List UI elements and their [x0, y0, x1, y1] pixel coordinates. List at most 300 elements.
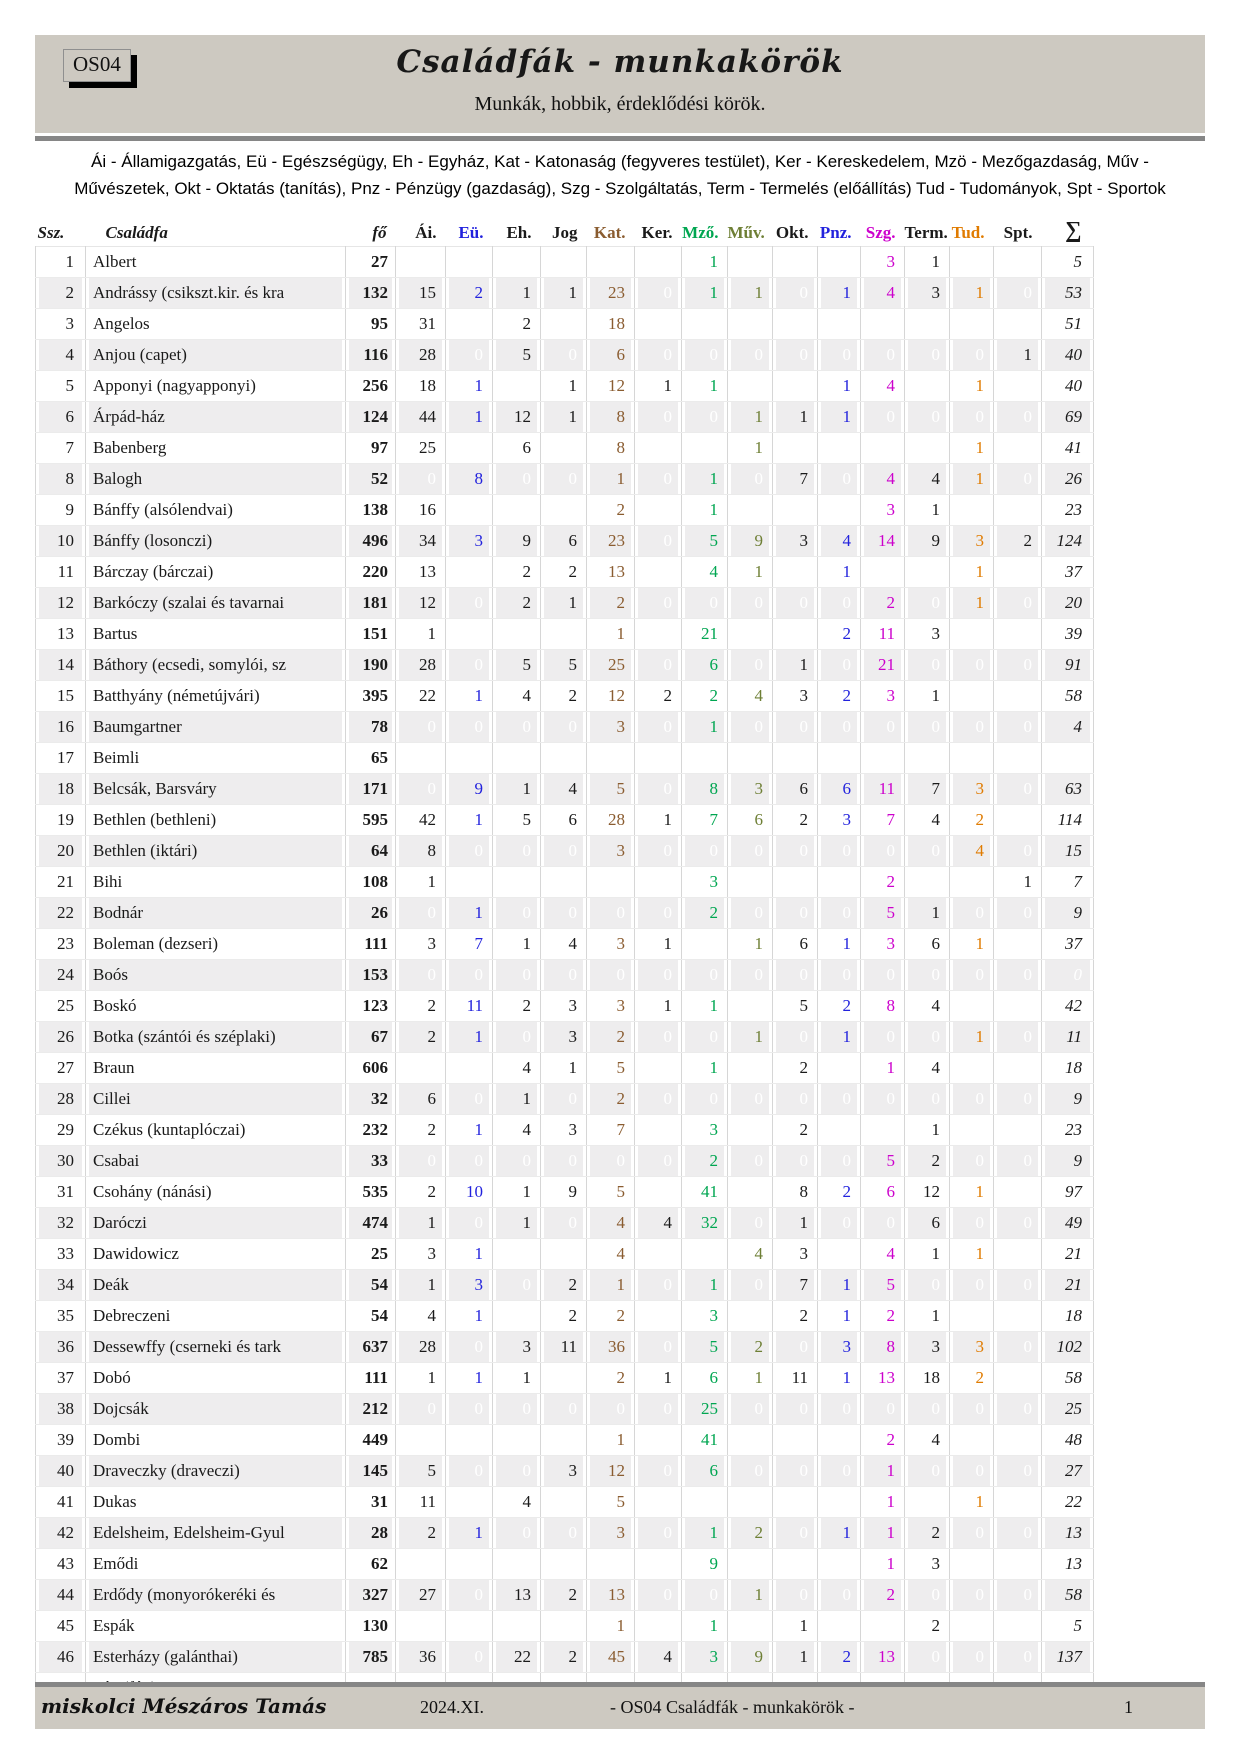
cell-ssz: 42: [36, 1518, 86, 1549]
column-header-term: Term.: [904, 223, 948, 242]
cell-kat: 7: [587, 1115, 635, 1146]
cell-spt: 0: [994, 1518, 1042, 1549]
cell-muv: 0: [728, 650, 773, 681]
cell-ker: 0: [635, 247, 682, 278]
cell-spt: 0: [994, 929, 1042, 960]
cell-sum: 9: [1042, 1146, 1094, 1177]
cell-jog: 1: [541, 402, 587, 433]
cell-jog: 1: [541, 278, 587, 309]
cell-fo: 123: [346, 991, 396, 1022]
cell-ker: 4: [635, 1642, 682, 1673]
cell-ai: 2: [396, 1022, 446, 1053]
cell-eh: 3: [493, 1332, 541, 1363]
cell-ssz: 25: [36, 991, 86, 1022]
cell-pnz: 1: [818, 371, 861, 402]
cell-ssz: 38: [36, 1394, 86, 1425]
cell-jog: 6: [541, 805, 587, 836]
cell-kat: 2: [587, 495, 635, 526]
cell-sum: 13: [1042, 1549, 1094, 1580]
cell-sum: 0: [1042, 960, 1094, 991]
cell-term: 7: [905, 774, 950, 805]
cell-spt: 0: [994, 1487, 1042, 1518]
cell-pnz: 0: [818, 1115, 861, 1146]
cell-kat: 36: [587, 1332, 635, 1363]
cell-pnz: 1: [818, 1301, 861, 1332]
cell-spt: 0: [994, 464, 1042, 495]
cell-name: Dojcsák: [86, 1394, 346, 1425]
cell-mzo: 9: [682, 1549, 728, 1580]
cell-name: Balogh: [86, 464, 346, 495]
cell-fo: 26: [346, 898, 396, 929]
cell-mzo: 1: [682, 278, 728, 309]
table-row: [36, 929, 1094, 960]
cell-spt: 0: [994, 1363, 1042, 1394]
cell-eh: 1: [493, 1177, 541, 1208]
cell-kat: 3: [587, 929, 635, 960]
cell-name: Debreczeni: [86, 1301, 346, 1332]
cell-pnz: 0: [818, 1456, 861, 1487]
cell-kat: 2: [587, 1301, 635, 1332]
cell-ker: 0: [635, 1487, 682, 1518]
cell-ker: 0: [635, 898, 682, 929]
cell-tud: 0: [950, 1301, 994, 1332]
table-row: [36, 278, 1094, 309]
cell-szg: 0: [861, 1115, 905, 1146]
cell-ker: 4: [635, 1208, 682, 1239]
cell-term: 1: [905, 898, 950, 929]
cell-muv: 0: [728, 1084, 773, 1115]
cell-ai: 18: [396, 371, 446, 402]
cell-kat: 6: [587, 340, 635, 371]
cell-szg: 14: [861, 526, 905, 557]
column-header-szg: Szg.: [865, 223, 896, 242]
cell-jog: 0: [541, 433, 587, 464]
header-band: [35, 35, 1205, 133]
cell-okt: 0: [773, 1487, 818, 1518]
cell-term: 2: [905, 1518, 950, 1549]
footer-band: [35, 1687, 1205, 1729]
cell-mzo: 1: [682, 1053, 728, 1084]
cell-ssz: 12: [36, 588, 86, 619]
cell-ssz: 10: [36, 526, 86, 557]
cell-szg: 8: [861, 1332, 905, 1363]
cell-muv: 9: [728, 1642, 773, 1673]
cell-fo: 232: [346, 1115, 396, 1146]
cell-tud: 1: [950, 1239, 994, 1270]
cell-ker: 0: [635, 1332, 682, 1363]
cell-spt: 0: [994, 774, 1042, 805]
cell-okt: 0: [773, 867, 818, 898]
footer-center-title: - OS04 Családfák - munkakörök -: [610, 1697, 855, 1717]
cell-jog: 3: [541, 1115, 587, 1146]
cell-fo: 62: [346, 1549, 396, 1580]
table-body: [36, 247, 1094, 1704]
cell-pnz: 0: [818, 495, 861, 526]
cell-mzo: 0: [682, 836, 728, 867]
cell-szg: 0: [861, 1208, 905, 1239]
cell-szg: 2: [861, 867, 905, 898]
cell-szg: 4: [861, 278, 905, 309]
column-header-okt: Okt.: [775, 223, 809, 242]
cell-name: Bánffy (alsólendvai): [86, 495, 346, 526]
cell-mzo: 0: [682, 1487, 728, 1518]
cell-ssz: 2: [36, 278, 86, 309]
cell-term: 0: [905, 371, 950, 402]
cell-mzo: 21: [682, 619, 728, 650]
cell-eu: 3: [446, 1270, 493, 1301]
cell-eu: 1: [446, 898, 493, 929]
cell-eh: 1: [493, 774, 541, 805]
cell-szg: 1: [861, 1549, 905, 1580]
cell-eh: 0: [493, 1022, 541, 1053]
cell-ker: 0: [635, 1580, 682, 1611]
cell-okt: 0: [773, 1332, 818, 1363]
column-header-ssz: Ssz.: [37, 223, 65, 242]
cell-mzo: 2: [682, 681, 728, 712]
cell-term: 0: [905, 960, 950, 991]
cell-mzo: 1: [682, 464, 728, 495]
cell-eu: 0: [446, 1642, 493, 1673]
cell-spt: 0: [994, 1208, 1042, 1239]
cell-kat: 0: [587, 247, 635, 278]
cell-spt: 0: [994, 1580, 1042, 1611]
cell-term: 3: [905, 278, 950, 309]
cell-eu: 0: [446, 588, 493, 619]
cell-tud: 0: [950, 1115, 994, 1146]
cell-eu: 0: [446, 1208, 493, 1239]
cell-spt: 0: [994, 650, 1042, 681]
table-row: [36, 836, 1094, 867]
cell-tud: 0: [950, 743, 994, 774]
families-table: [35, 213, 1094, 1704]
cell-szg: 2: [861, 1580, 905, 1611]
cell-muv: 0: [728, 495, 773, 526]
cell-term: 1: [905, 1239, 950, 1270]
cell-eh: 0: [493, 743, 541, 774]
cell-sum: 41: [1042, 433, 1094, 464]
cell-tud: 1: [950, 1177, 994, 1208]
cell-tud: 4: [950, 836, 994, 867]
cell-spt: 0: [994, 1115, 1042, 1146]
cell-ssz: 9: [36, 495, 86, 526]
cell-ker: 0: [635, 526, 682, 557]
cell-ker: 0: [635, 1394, 682, 1425]
cell-ai: 0: [396, 1394, 446, 1425]
cell-kat: 12: [587, 371, 635, 402]
cell-kat: 45: [587, 1642, 635, 1673]
cell-spt: 0: [994, 1270, 1042, 1301]
cell-sum: 37: [1042, 929, 1094, 960]
cell-name: Bartus: [86, 619, 346, 650]
cell-kat: 0: [587, 898, 635, 929]
cell-okt: 1: [773, 1611, 818, 1642]
cell-pnz: 1: [818, 278, 861, 309]
cell-ssz: 46: [36, 1642, 86, 1673]
cell-eu: 10: [446, 1177, 493, 1208]
cell-ker: 0: [635, 1518, 682, 1549]
cell-ai: 0: [396, 1425, 446, 1456]
cell-szg: 2: [861, 1425, 905, 1456]
cell-okt: 0: [773, 1580, 818, 1611]
cell-okt: 0: [773, 1549, 818, 1580]
cell-pnz: 0: [818, 1394, 861, 1425]
cell-sum: 13: [1042, 1518, 1094, 1549]
table-row: [36, 433, 1094, 464]
cell-mzo: 0: [682, 340, 728, 371]
cell-eh: 4: [493, 681, 541, 712]
cell-name: Boós: [86, 960, 346, 991]
cell-okt: 1: [773, 1208, 818, 1239]
cell-muv: 1: [728, 1363, 773, 1394]
cell-muv: 1: [728, 278, 773, 309]
cell-fo: 27: [346, 247, 396, 278]
cell-spt: 0: [994, 805, 1042, 836]
table-row: [36, 1270, 1094, 1301]
cell-name: Bodnár: [86, 898, 346, 929]
cell-mzo: 2: [682, 1146, 728, 1177]
cell-okt: 0: [773, 371, 818, 402]
cell-szg: 3: [861, 495, 905, 526]
cell-kat: 0: [587, 867, 635, 898]
cell-eu: 0: [446, 867, 493, 898]
cell-ssz: 34: [36, 1270, 86, 1301]
cell-name: Báthory (ecsedi, somylói, sz: [86, 650, 346, 681]
cell-term: 0: [905, 1084, 950, 1115]
cell-name: Belcsák, Barsváry: [86, 774, 346, 805]
cell-sum: 18: [1042, 1301, 1094, 1332]
cell-pnz: 0: [818, 712, 861, 743]
cell-ai: 36: [396, 1642, 446, 1673]
cell-pnz: 3: [818, 1332, 861, 1363]
cell-fo: 785: [346, 1642, 396, 1673]
cell-pnz: 0: [818, 247, 861, 278]
legend-line-1: Ái - Államigazgatás, Eü - Egészségügy, Eh - Egyház, Kat - Katonaság (fegyveres testület), Ker - Kereskedelem, Mzö - Mezőgazdaság, Műv -: [91, 152, 1149, 171]
cell-jog: 0: [541, 340, 587, 371]
cell-ssz: 8: [36, 464, 86, 495]
cell-eh: 0: [493, 495, 541, 526]
cell-jog: 11: [541, 1332, 587, 1363]
cell-eh: 5: [493, 650, 541, 681]
cell-ai: 28: [396, 340, 446, 371]
cell-tud: 1: [950, 1022, 994, 1053]
cell-tud: 0: [950, 1518, 994, 1549]
table-row: [36, 1146, 1094, 1177]
cell-fo: 111: [346, 929, 396, 960]
cell-ssz: 36: [36, 1332, 86, 1363]
column-header-pnz: Pnz.: [819, 223, 852, 242]
cell-eh: 6: [493, 433, 541, 464]
cell-szg: 11: [861, 774, 905, 805]
abbreviation-legend: [0, 148, 1240, 202]
cell-pnz: 0: [818, 743, 861, 774]
cell-muv: 1: [728, 1580, 773, 1611]
cell-tud: 0: [950, 247, 994, 278]
cell-pnz: 2: [818, 619, 861, 650]
header-divider-rule: [35, 136, 1205, 141]
cell-eh: 0: [493, 836, 541, 867]
cell-okt: 1: [773, 1642, 818, 1673]
cell-mzo: 1: [682, 247, 728, 278]
cell-pnz: 0: [818, 867, 861, 898]
cell-kat: 13: [587, 1580, 635, 1611]
cell-eu: 0: [446, 1549, 493, 1580]
cell-szg: 13: [861, 1642, 905, 1673]
cell-name: Bethlen (iktári): [86, 836, 346, 867]
cell-eu: 0: [446, 1487, 493, 1518]
cell-muv: 4: [728, 681, 773, 712]
cell-ker: 0: [635, 340, 682, 371]
cell-eh: 0: [493, 371, 541, 402]
cell-mzo: 1: [682, 712, 728, 743]
cell-ai: 1: [396, 1270, 446, 1301]
cell-szg: 6: [861, 1177, 905, 1208]
cell-spt: 0: [994, 1425, 1042, 1456]
cell-tud: 0: [950, 1456, 994, 1487]
table-row: [36, 309, 1094, 340]
cell-ker: 0: [635, 1456, 682, 1487]
cell-jog: 1: [541, 588, 587, 619]
cell-szg: 0: [861, 433, 905, 464]
cell-spt: 0: [994, 1642, 1042, 1673]
cell-mzo: 0: [682, 743, 728, 774]
cell-eu: 1: [446, 1518, 493, 1549]
cell-fo: 153: [346, 960, 396, 991]
cell-pnz: 1: [818, 929, 861, 960]
cell-tud: 0: [950, 991, 994, 1022]
cell-kat: 5: [587, 1053, 635, 1084]
cell-mzo: 0: [682, 309, 728, 340]
table-row: [36, 1456, 1094, 1487]
cell-term: 0: [905, 1487, 950, 1518]
cell-ker: 0: [635, 495, 682, 526]
cell-okt: 3: [773, 1239, 818, 1270]
cell-muv: 0: [728, 991, 773, 1022]
cell-okt: 0: [773, 898, 818, 929]
cell-ai: 12: [396, 588, 446, 619]
cell-name: Babenberg: [86, 433, 346, 464]
cell-ker: 1: [635, 929, 682, 960]
cell-ssz: 19: [36, 805, 86, 836]
cell-name: Bánffy (losonczi): [86, 526, 346, 557]
cell-spt: 0: [994, 712, 1042, 743]
cell-ker: 0: [635, 1270, 682, 1301]
cell-tud: 1: [950, 1487, 994, 1518]
cell-term: 1: [905, 1115, 950, 1146]
cell-jog: 3: [541, 1022, 587, 1053]
cell-muv: 1: [728, 929, 773, 960]
table-row: [36, 712, 1094, 743]
cell-term: 0: [905, 650, 950, 681]
cell-name: Dobó: [86, 1363, 346, 1394]
cell-ai: 13: [396, 557, 446, 588]
cell-ssz: 3: [36, 309, 86, 340]
cell-szg: 2: [861, 1301, 905, 1332]
cell-muv: 0: [728, 464, 773, 495]
cell-sum: 4: [1042, 712, 1094, 743]
cell-jog: 0: [541, 1611, 587, 1642]
cell-ai: 8: [396, 836, 446, 867]
cell-ai: 27: [396, 1580, 446, 1611]
cell-spt: 0: [994, 371, 1042, 402]
cell-okt: 7: [773, 1270, 818, 1301]
cell-eh: 2: [493, 309, 541, 340]
cell-name: Bethlen (bethleni): [86, 805, 346, 836]
cell-ai: 4: [396, 1301, 446, 1332]
cell-sum: 26: [1042, 464, 1094, 495]
cell-muv: 0: [728, 309, 773, 340]
cell-term: 0: [905, 309, 950, 340]
cell-jog: 6: [541, 526, 587, 557]
cell-muv: 0: [728, 712, 773, 743]
table-row: [36, 464, 1094, 495]
cell-term: 0: [905, 712, 950, 743]
table-row: [36, 1332, 1094, 1363]
cell-sum: 15: [1042, 836, 1094, 867]
cell-spt: 0: [994, 247, 1042, 278]
cell-szg: 0: [861, 743, 905, 774]
cell-eh: 0: [493, 464, 541, 495]
column-header-mzo: Mző.: [682, 223, 719, 242]
cell-eh: 22: [493, 1642, 541, 1673]
cell-eh: 4: [493, 1053, 541, 1084]
cell-muv: 1: [728, 557, 773, 588]
table-row: [36, 495, 1094, 526]
cell-ssz: 7: [36, 433, 86, 464]
cell-name: Angelos: [86, 309, 346, 340]
cell-spt: 0: [994, 588, 1042, 619]
cell-szg: 0: [861, 1022, 905, 1053]
cell-fo: 97: [346, 433, 396, 464]
cell-fo: 637: [346, 1332, 396, 1363]
cell-eu: 1: [446, 402, 493, 433]
cell-szg: 0: [861, 340, 905, 371]
cell-jog: 2: [541, 1270, 587, 1301]
cell-pnz: 0: [818, 464, 861, 495]
cell-jog: 0: [541, 464, 587, 495]
cell-ssz: 18: [36, 774, 86, 805]
cell-ker: 1: [635, 371, 682, 402]
cell-fo: 138: [346, 495, 396, 526]
cell-name: Dombi: [86, 1425, 346, 1456]
cell-sum: 69: [1042, 402, 1094, 433]
cell-fo: 31: [346, 1487, 396, 1518]
cell-spt: 0: [994, 1332, 1042, 1363]
cell-kat: 8: [587, 433, 635, 464]
cell-eu: 0: [446, 557, 493, 588]
table-row: [36, 743, 1094, 774]
cell-name: Apponyi (nagyapponyi): [86, 371, 346, 402]
cell-muv: 2: [728, 1332, 773, 1363]
cell-eh: 0: [493, 247, 541, 278]
cell-spt: 0: [994, 1022, 1042, 1053]
cell-eh: 9: [493, 526, 541, 557]
cell-spt: 0: [994, 991, 1042, 1022]
cell-pnz: 0: [818, 433, 861, 464]
cell-muv: 0: [728, 867, 773, 898]
cell-mzo: 0: [682, 402, 728, 433]
cell-eh: 0: [493, 960, 541, 991]
cell-okt: 0: [773, 1425, 818, 1456]
cell-eh: 0: [493, 1611, 541, 1642]
table-row: [36, 526, 1094, 557]
cell-tud: 0: [950, 1394, 994, 1425]
cell-spt: 0: [994, 1239, 1042, 1270]
cell-tud: 0: [950, 712, 994, 743]
cell-term: 1: [905, 1301, 950, 1332]
table-row: [36, 619, 1094, 650]
cell-tud: 0: [950, 681, 994, 712]
cell-fo: 32: [346, 1084, 396, 1115]
